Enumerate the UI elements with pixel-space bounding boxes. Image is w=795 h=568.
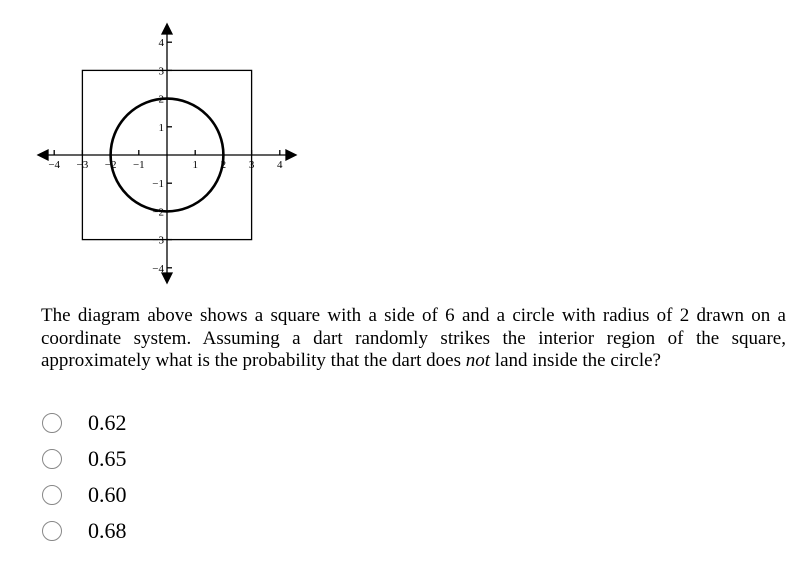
option-1[interactable] xyxy=(42,410,127,436)
y-tick-label: −3 xyxy=(152,234,164,247)
y-tick-label: 3 xyxy=(158,65,164,78)
y-tick-label: −2 xyxy=(152,206,164,219)
option-label: 0.62 xyxy=(88,410,127,435)
question-emphasis: not xyxy=(465,350,491,371)
question-part: The diagram above shows a square with a side of 6 and a circle with radius of 2 drawn on a coordinate system. Assuming a dart randomly strikes the interior region of the square, approximately what is the probability that the dart does xyxy=(41,305,786,371)
y-tick-label: 1 xyxy=(158,121,164,134)
arrow-left-icon xyxy=(38,150,48,160)
option-2[interactable] xyxy=(42,446,127,472)
x-tick-label: −1 xyxy=(132,159,145,171)
x-tick-label: 3 xyxy=(248,159,255,171)
x-tick-label: 1 xyxy=(192,159,198,171)
option-4[interactable] xyxy=(42,518,127,544)
coordinate-diagram xyxy=(0,0,320,290)
radio-button[interactable] xyxy=(42,521,62,541)
x-tick-label: −3 xyxy=(76,159,89,171)
y-tick-label: 2 xyxy=(158,93,164,106)
option-label: 0.60 xyxy=(88,482,127,507)
x-tick-label: −2 xyxy=(104,159,117,171)
x-tick-label: 4 xyxy=(277,159,283,171)
y-tick-label: −1 xyxy=(152,178,164,191)
x-tick-label: −4 xyxy=(48,159,61,171)
option-3[interactable] xyxy=(42,482,127,508)
question-part: land inside the circle? xyxy=(490,350,661,371)
x-tick-label: 2 xyxy=(220,159,227,171)
option-label: 0.68 xyxy=(88,518,127,543)
arrow-up-icon xyxy=(162,24,172,34)
arrow-right-icon xyxy=(286,150,296,160)
radio-button[interactable] xyxy=(42,485,62,505)
y-tick-label: −4 xyxy=(152,262,164,275)
option-label: 0.65 xyxy=(88,446,127,471)
radio-button[interactable] xyxy=(42,413,62,433)
question-text xyxy=(41,305,786,373)
radio-button[interactable] xyxy=(42,449,62,469)
y-tick-label: 4 xyxy=(158,37,164,50)
